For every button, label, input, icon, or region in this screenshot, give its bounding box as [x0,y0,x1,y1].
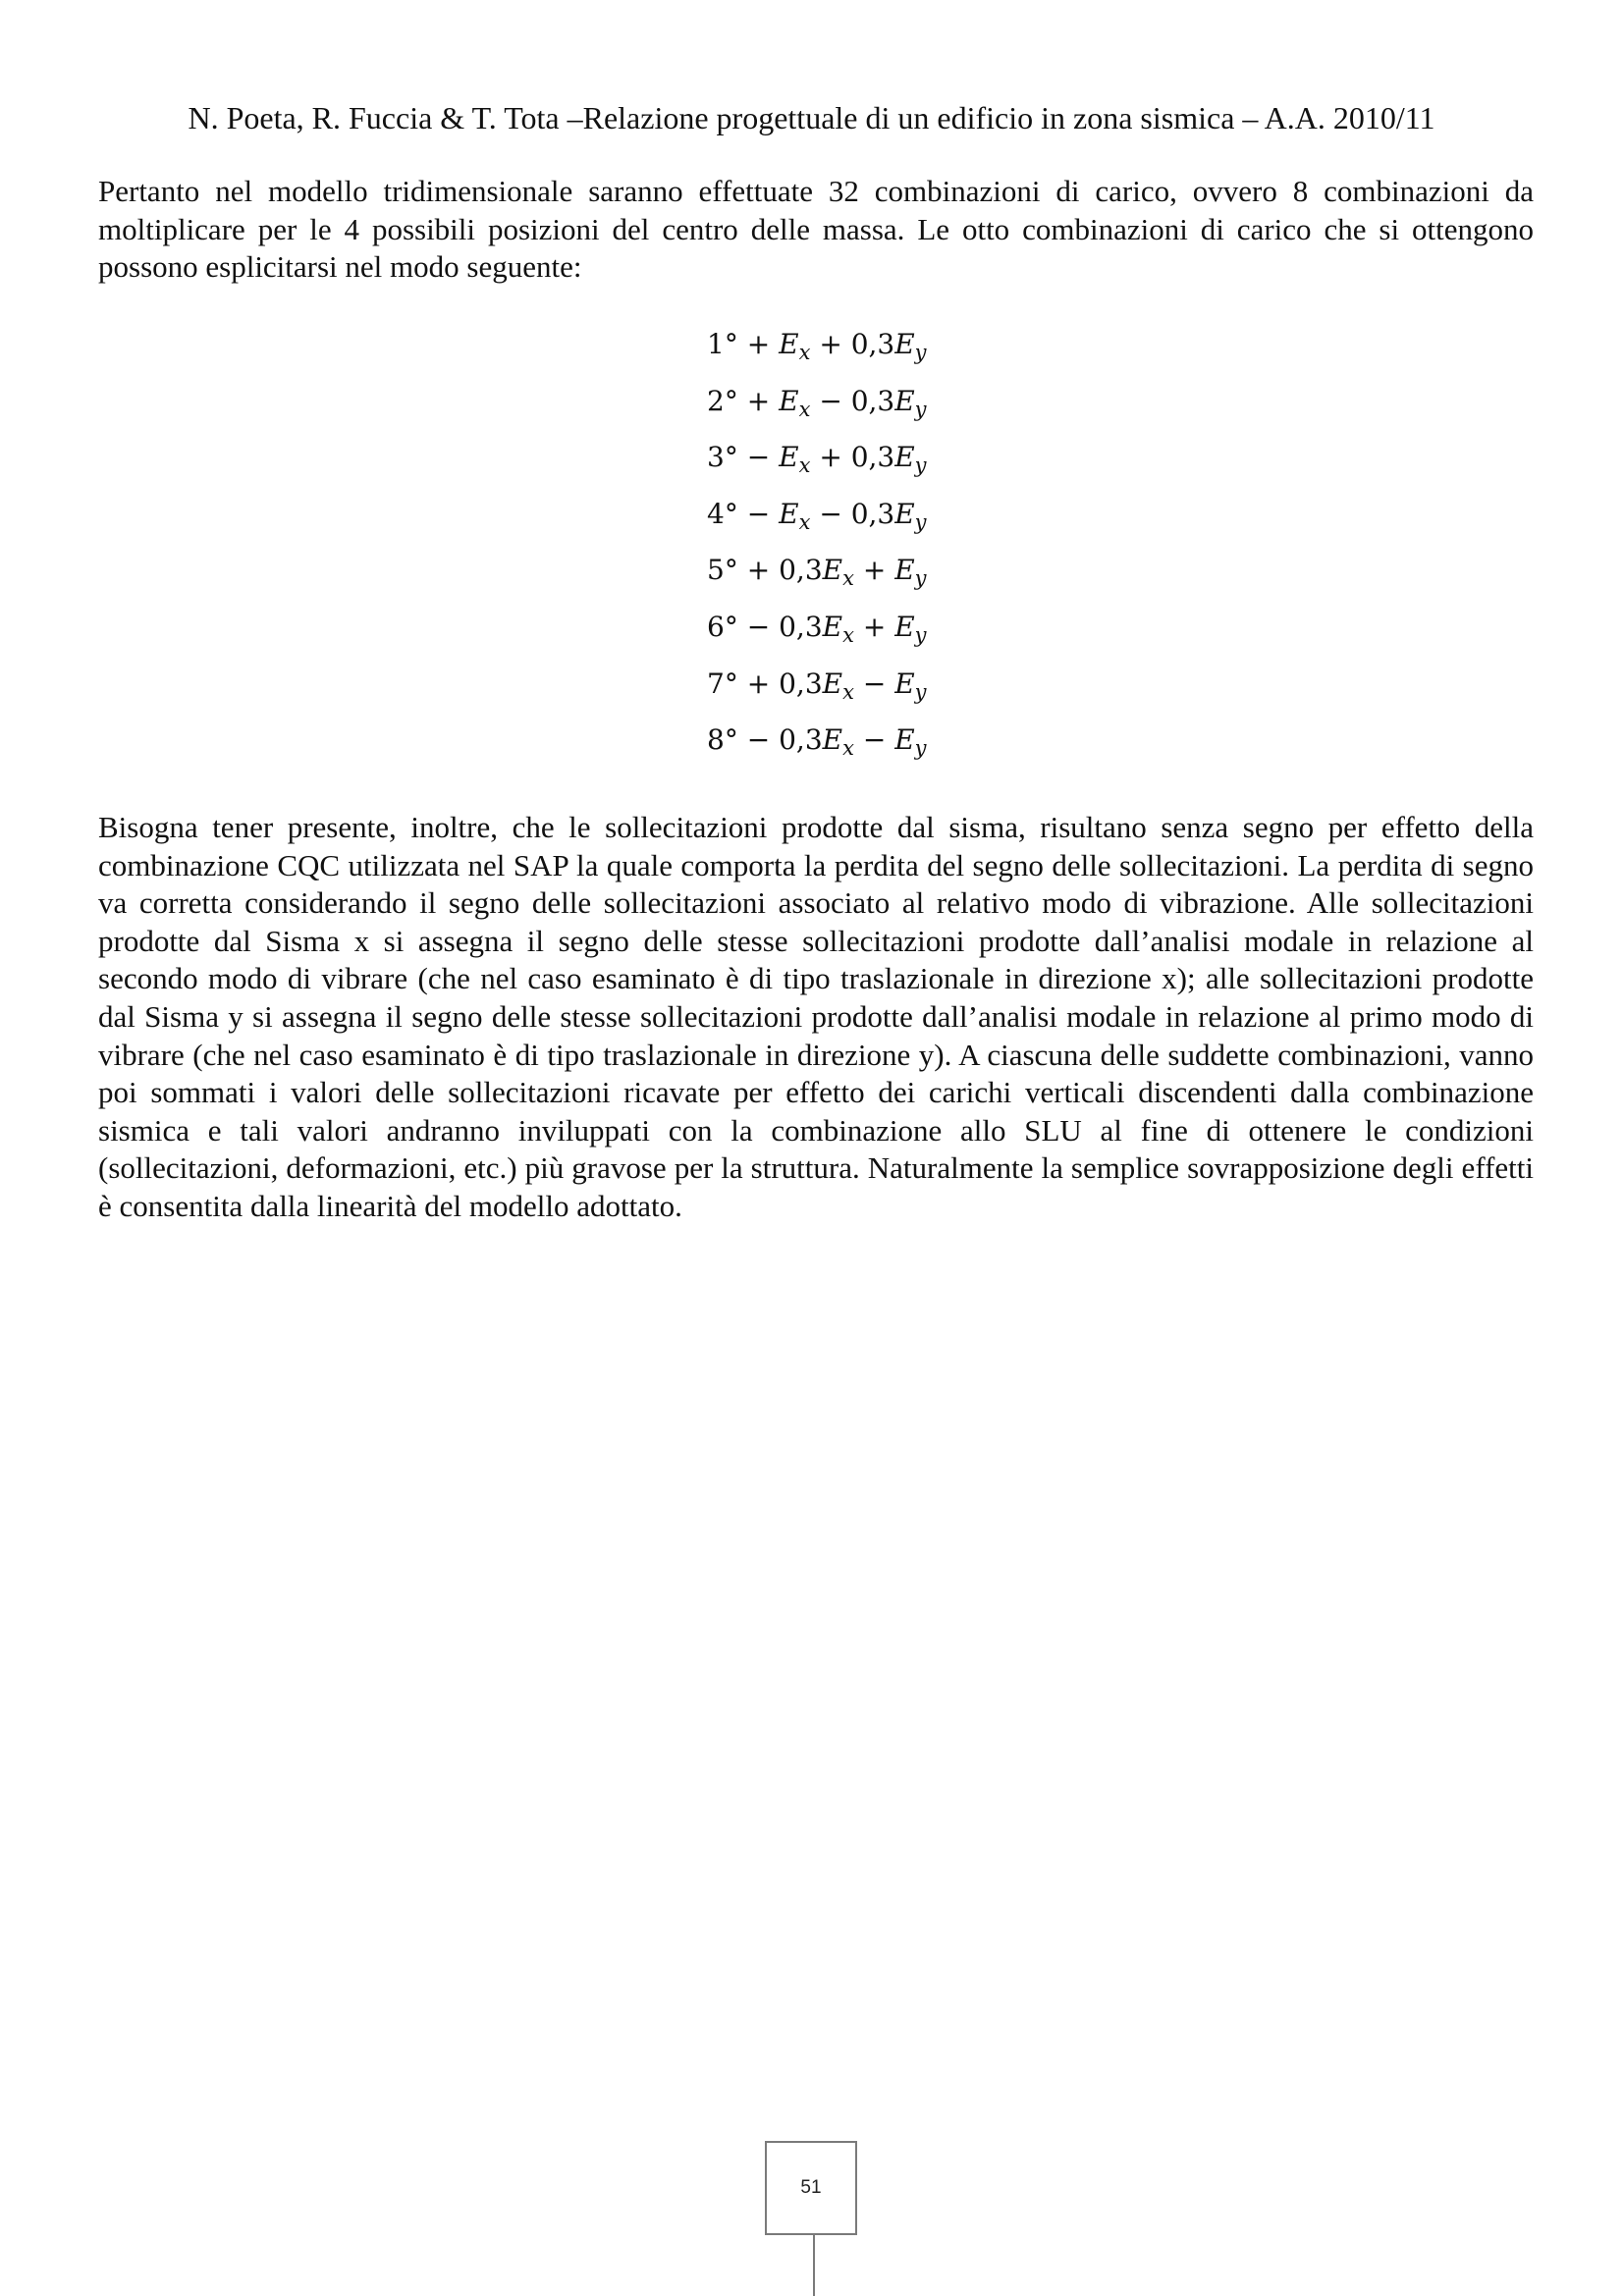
coefficient: 0,3 [779,610,823,643]
operator: + [746,554,771,587]
seismic-symbol: E [822,723,843,757]
coefficient: 0,3 [850,441,895,474]
direction-subscript: y [914,622,927,647]
load-combinations-list [707,323,1178,775]
direction-subscript: y [914,341,927,364]
page-number-connector [813,2235,815,2296]
combination-row [707,719,1178,775]
combination-index: 3° [707,441,738,474]
combination-index: 1° [707,328,738,360]
direction-subscript: y [914,509,927,534]
seismic-symbol: E [894,554,915,587]
operator: + [819,441,842,474]
intro-paragraph: Pertanto nel modello tridimensionale saranno effettuate 32 combinazioni di carico, ovvero 8 combinazioni da moltiplicare per le 4 possibili posizioni del centro delle massa. Le otto combinazioni di carico che si ottengono possono esplicitarsi nel modo seguente: [98,174,1534,285]
combination-row [707,606,1178,663]
coefficient: 0,3 [850,497,895,530]
combination-index: 4° [707,497,738,530]
operator: − [746,497,771,530]
direction-subscript: x [798,454,811,478]
seismic-symbol: E [894,497,915,530]
seismic-symbol: E [894,667,915,700]
combination-row [707,493,1178,550]
direction-subscript: y [914,736,927,761]
combination-index: 8° [707,723,738,757]
operator: + [819,328,842,360]
coefficient: 0,3 [779,667,823,700]
operator: − [862,723,887,757]
seismic-symbol: E [822,667,843,700]
seismic-symbol: E [822,610,843,643]
seismic-symbol: E [894,328,915,360]
seismic-symbol: E [894,723,915,757]
operator: + [746,384,771,417]
page-number-box [765,2141,857,2235]
seismic-symbol: E [894,441,915,474]
direction-subscript: y [914,679,927,704]
seismic-symbol: E [779,497,799,530]
operator: − [746,441,771,474]
direction-subscript: x [842,622,854,647]
coefficient: 0,3 [779,723,823,757]
seismic-symbol: E [779,384,799,417]
seismic-symbol: E [894,610,915,643]
combination-row [707,663,1178,720]
direction-subscript: x [842,736,854,761]
coefficient: 0,3 [850,384,895,417]
direction-subscript: x [798,397,811,421]
combination-row [707,436,1178,493]
direction-subscript: y [914,397,927,421]
operator: − [746,723,771,757]
combination-row [707,380,1178,437]
combination-row [707,323,1178,380]
direction-subscript: x [842,679,854,704]
direction-subscript: x [798,341,811,364]
combination-row [707,549,1178,606]
seismic-symbol: E [779,441,799,474]
combination-index: 7° [707,667,738,700]
combination-index: 5° [707,554,738,587]
direction-subscript: x [798,509,811,534]
direction-subscript: x [842,566,854,591]
operator: + [746,667,771,700]
operator: − [862,667,887,700]
coefficient: 0,3 [850,328,895,360]
seismic-symbol: E [822,554,843,587]
operator: − [746,610,771,643]
combination-index: 6° [707,610,738,643]
direction-subscript: y [914,566,927,591]
seismic-symbol: E [894,384,915,417]
seismic-symbol: E [779,328,799,360]
combination-index: 2° [707,384,738,417]
page-number: 51 [800,2177,822,2198]
operator: + [746,328,771,360]
page-header: N. Poeta, R. Fuccia & T. Tota –Relazione progettuale di un edificio in zona sismica – A.A. 2010/11 [188,100,1435,135]
operator: + [862,610,887,643]
body-paragraph: Bisogna tener presente, inoltre, che le sollecitazioni prodotte dal sisma, risultano senza segno per effetto della combinazione CQC utilizzata nel SAP la quale comporta la perdita del segno delle sollecitazioni. La perdita di segno va corretta considerando il segno delle sollecitazioni associato al relativo modo di vibrazione. Alle sollecitazioni prodotte dal Sisma x si assegna il segno delle stesse sollecitazioni prodotte dall’analisi modale in relazione al secondo modo di vibrare (che nel caso esaminato è di tipo traslazionale in direzione x); alle sollecitazioni prodotte dal Sisma y si assegna il segno delle stesse sollecitazioni prodotte dall’analisi modale in relazione al primo modo di vibrare (che nel caso esaminato è di tipo traslazionale in direzione y). A ciascuna delle suddette combinazioni, vanno poi sommati i valori delle sollecitazioni ricavate per effetto dei carichi verticali discendenti dalla combinazione sismica e tali valori andranno inviluppati con la combinazione allo SLU al fine di ottenere le condizioni (sollecitazioni, deformazioni, etc.) più gravose per la struttura. Naturalmente la semplice sovrapposizione degli effetti è consentita dalla linearità del modello adottato. [98,810,1534,1223]
direction-subscript: y [914,454,927,478]
operator: + [862,554,887,587]
operator: − [819,384,842,417]
operator: − [819,497,842,530]
coefficient: 0,3 [779,554,823,587]
